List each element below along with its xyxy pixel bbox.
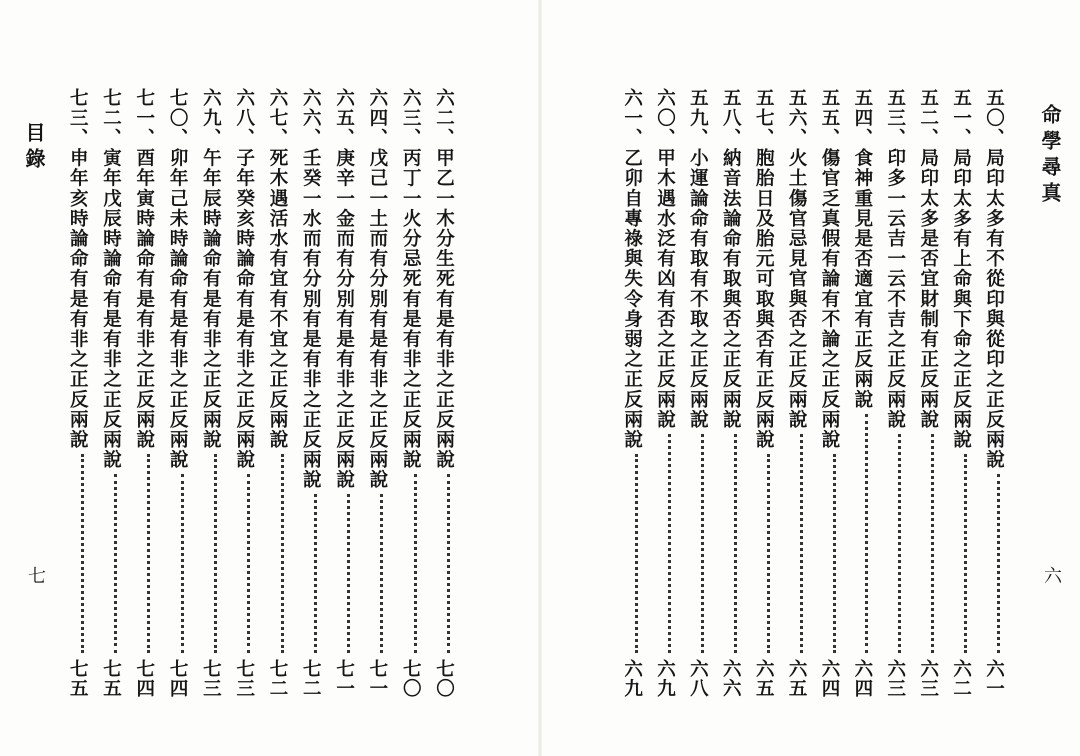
toc-entry-title: 五六、火土傷官忌見官與否之正反兩說 [786, 88, 808, 430]
toc-entry-page-number: 七五 [67, 659, 89, 698]
toc-entry [820, 88, 850, 698]
dot-leader [347, 494, 354, 653]
toc-entry-page-number: 六三 [884, 659, 906, 698]
dot-leader [800, 434, 807, 653]
toc-entry [68, 88, 98, 698]
toc-entry-page-number: 六六 [720, 659, 742, 698]
dot-leader [414, 474, 421, 653]
toc-entry-title: 七二、寅年戊辰時論命有是有非之正反兩說 [100, 88, 122, 470]
toc-entry-title: 五九、小運論命有取有不取之正反兩說 [687, 88, 709, 430]
toc-entry-page-number: 六二 [950, 659, 972, 698]
dot-leader [214, 454, 221, 653]
toc-entry-title: 五三、印多一云吉一云不吉之正反兩說 [884, 88, 906, 430]
toc-entry-title: 六五、庚辛一金而有分別有是有非之正反兩說 [333, 88, 355, 490]
page-number-left: 七 [25, 566, 46, 585]
dot-leader [635, 454, 642, 653]
dot-leader [833, 454, 840, 653]
toc-entry-title: 六六、壬癸一水而有分別有是有非之正反兩說 [300, 88, 322, 490]
toc-entry-page-number: 七一 [366, 659, 388, 698]
dot-leader [114, 474, 121, 653]
toc-entry [655, 88, 685, 698]
toc-entry-page-number: 七一 [333, 659, 355, 698]
toc-entry-title: 七一、酉年寅時論命有是有非之正反兩說 [133, 88, 155, 450]
toc-entry-title: 五七、胞胎日及胎元可取與否有正反兩說 [753, 88, 775, 450]
dot-leader [997, 474, 1004, 653]
toc-entry-page-number: 七四 [133, 659, 155, 698]
toc-entry-title: 六八、子年癸亥時論命有是有非之正反兩說 [233, 88, 255, 470]
toc-entry-title: 五〇、局印太多有不從印與從印之正反兩說 [983, 88, 1005, 470]
toc-entry-page-number: 七二 [267, 659, 288, 698]
running-head-right: 命學尋真 [1038, 104, 1062, 208]
toc-entry-title: 六四、戊己一土而有分別有是有非之正反兩說 [366, 88, 388, 490]
page-number-right: 六 [1041, 566, 1062, 585]
toc-entry [367, 88, 397, 698]
toc-entry-title: 七〇、卯年己未時論命有是有非之正反兩說 [167, 88, 189, 470]
toc-entry-title: 五二、局印太多是否宜財制有正反兩說 [917, 88, 939, 430]
toc-entry-page-number: 六四 [851, 659, 873, 698]
dot-leader [147, 454, 154, 653]
toc-entry-page-number: 六三 [917, 659, 939, 698]
toc-entry-title: 六二、甲乙一木分生死有是有非之正反兩說 [433, 88, 455, 470]
toc-entry [434, 88, 464, 698]
toc-entry-title: 六三、丙丁一火分忌死有是有非之正反兩說 [400, 88, 422, 470]
dot-leader [931, 434, 938, 653]
toc-entry-title: 六九、午年辰時論命有是有非之正反兩說 [200, 88, 222, 450]
toc-entry-title: 六七、死木遇活水有宜有不宜之正反兩說 [267, 88, 288, 450]
dot-leader [767, 454, 774, 653]
dot-leader [865, 414, 872, 653]
toc-entry-title: 五五、傷官乏真假有論有不論之正反兩說 [819, 88, 840, 450]
toc-entry-page-number: 七〇 [433, 659, 455, 698]
dot-leader [247, 474, 254, 653]
toc-entry [787, 88, 817, 698]
toc-entry [401, 88, 431, 698]
toc-entry-title: 七三、申年亥時論命有是有非之正反兩說 [67, 88, 89, 450]
toc-entry [622, 88, 652, 698]
right-page [540, 0, 1080, 756]
toc-entry-title: 六〇、甲木遇水泛有凶有否之正反兩說 [654, 88, 676, 430]
toc-entry [201, 88, 231, 698]
toc-entry-title: 五八、納音法論命有取與否之正反兩說 [720, 88, 742, 430]
toc-entry-page-number: 七三 [200, 659, 222, 698]
toc-entry [754, 88, 784, 698]
toc-entry [168, 88, 198, 698]
dot-leader [447, 474, 454, 653]
dot-leader [81, 454, 88, 653]
toc-entry-title: 六一、乙卯自專祿與失令身弱之正反兩說 [621, 88, 643, 450]
toc-entry [301, 88, 331, 698]
dot-leader [380, 494, 387, 653]
toc-entry-page-number: 六九 [654, 659, 676, 698]
toc-entry [852, 88, 882, 698]
toc-entry [951, 88, 981, 698]
toc-entry-title: 五四、食神重見是否適宜有正反兩說 [851, 88, 873, 410]
toc-entry [688, 88, 718, 698]
toc-entry [234, 88, 264, 698]
toc-entry [984, 88, 1014, 698]
toc-entry [918, 88, 948, 698]
dot-leader [734, 434, 741, 653]
dot-leader [898, 434, 905, 653]
toc-entry [134, 88, 164, 698]
toc-entry [101, 88, 131, 698]
toc-entry-page-number: 七三 [233, 659, 255, 698]
toc-entry [885, 88, 915, 698]
dot-leader [964, 454, 971, 653]
toc-entry [334, 88, 364, 698]
toc-entry-page-number: 七四 [167, 659, 189, 698]
toc-entry-page-number: 七〇 [400, 659, 422, 698]
toc-entry-page-number: 六五 [753, 659, 775, 698]
dot-leader [281, 454, 288, 653]
toc-entry [721, 88, 751, 698]
toc-entry-page-number: 六九 [621, 659, 643, 698]
dot-leader [701, 434, 708, 653]
running-head-left: 目錄 [22, 122, 46, 174]
toc-entry-page-number: 七五 [100, 659, 122, 698]
toc-entry-page-number: 七二 [300, 659, 322, 698]
toc-entry [268, 88, 298, 698]
toc-entry-page-number: 六八 [687, 659, 709, 698]
dot-leader [668, 434, 675, 653]
dot-leader [314, 494, 321, 653]
toc-entry-page-number: 六五 [786, 659, 808, 698]
toc-entry-page-number: 六四 [819, 659, 840, 698]
toc-entry-page-number: 六一 [983, 659, 1005, 698]
dot-leader [181, 474, 188, 653]
toc-entry-title: 五一、局印太多有上命與下命之正反兩說 [950, 88, 972, 450]
